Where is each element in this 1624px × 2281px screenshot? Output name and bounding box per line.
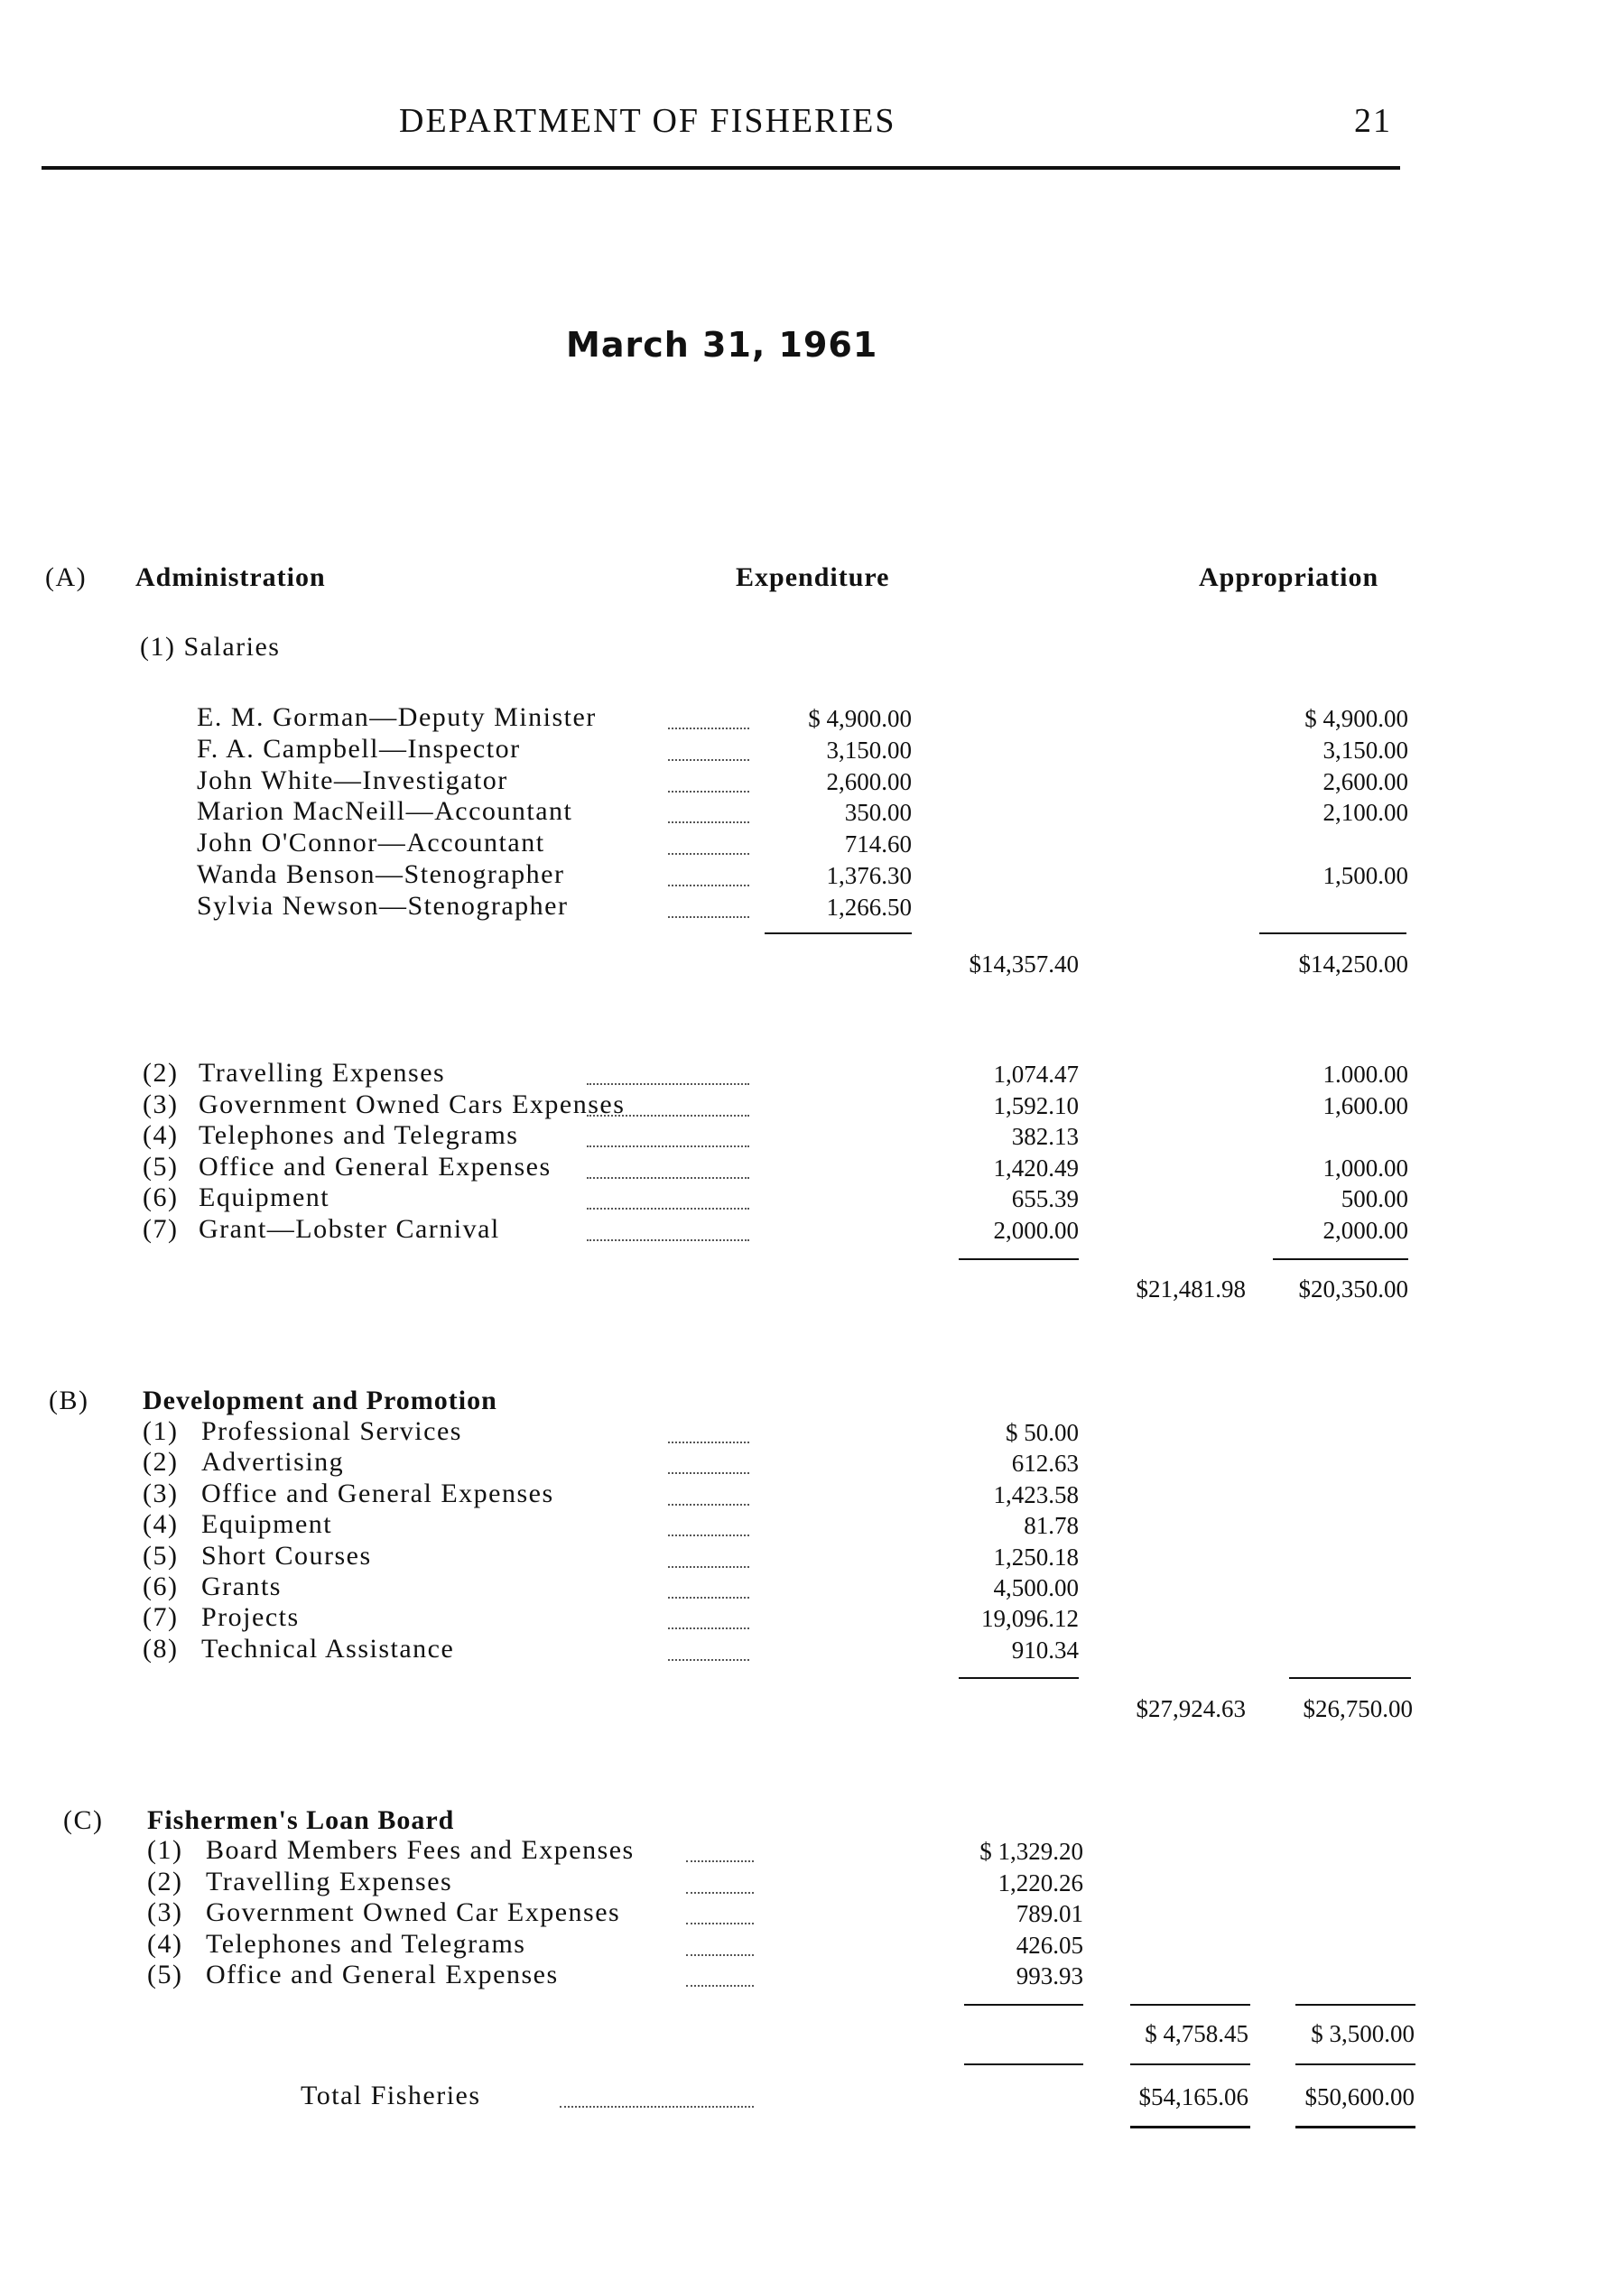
section-c-label: (C) — [63, 1805, 104, 1835]
item-expenditure: 382.13 — [1011, 1123, 1079, 1150]
item-number: (6) — [143, 1572, 179, 1601]
section-a-total-appropriation: $20,350.00 — [1298, 1275, 1408, 1303]
item-name: Office and General Expenses — [206, 1960, 559, 1989]
salary-appropriation: $ 4,900.00 — [1304, 705, 1408, 732]
section-c-title: Fishermen's Loan Board — [147, 1805, 455, 1835]
salary-name: F. A. Campbell—Inspector — [197, 733, 521, 764]
item-name: Office and General Expenses — [201, 1478, 554, 1508]
item-leader — [587, 1208, 749, 1210]
item-leader — [587, 1115, 749, 1117]
salary-name: E. M. Gorman—Deputy Minister — [197, 702, 597, 732]
item-name: Advertising — [201, 1447, 345, 1478]
item-name: Equipment — [199, 1182, 330, 1212]
section-c-exp-rule — [964, 2004, 1083, 2006]
salary-name: John O'Connor—Accountant — [197, 828, 545, 858]
item-number: (5) — [143, 1151, 179, 1182]
item-leader — [686, 1860, 754, 1862]
item-number: (7) — [143, 1213, 179, 1244]
item-name: Grant—Lobster Carnival — [199, 1213, 500, 1244]
total-app-rule-top — [1295, 2063, 1415, 2065]
section-b-exp-rule — [959, 1677, 1079, 1679]
item-leader — [668, 1442, 749, 1443]
section-c-total-appropriation: $ 3,500.00 — [1311, 2020, 1415, 2047]
total-fisheries-leader — [560, 2106, 754, 2108]
salary-expenditure: $ 4,900.00 — [808, 705, 912, 732]
salary-expenditure: 1,266.50 — [826, 893, 912, 921]
item-number: (2) — [143, 1058, 179, 1088]
item-appropriation: 1,000.00 — [1322, 1154, 1408, 1182]
salaries-app-rule — [1259, 932, 1406, 934]
item-name: Professional Services — [201, 1416, 462, 1446]
item-name: Grants — [201, 1572, 282, 1601]
item-number: (3) — [143, 1089, 179, 1119]
item-number: (5) — [147, 1960, 183, 1989]
item-name: Projects — [201, 1602, 300, 1633]
salary-expenditure: 3,150.00 — [826, 736, 912, 764]
item-leader — [668, 1472, 749, 1474]
item-expenditure: 4,500.00 — [993, 1574, 1079, 1601]
item-number: (2) — [147, 1866, 183, 1896]
item-expenditure: $ 1,329.20 — [979, 1838, 1083, 1865]
section-a-app-rule — [1273, 1258, 1408, 1260]
item-number: (4) — [143, 1120, 179, 1150]
section-a-exp-rule — [959, 1258, 1079, 1260]
item-name: Board Members Fees and Expenses — [206, 1835, 635, 1865]
salary-expenditure: 1,376.30 — [826, 862, 912, 889]
item-appropriation: 1,600.00 — [1322, 1091, 1408, 1119]
item-leader — [686, 1985, 754, 1987]
salaries-exp-rule — [765, 932, 912, 934]
item-leader — [668, 1566, 749, 1568]
total-fisheries-expenditure: $54,165.06 — [1138, 2083, 1248, 2110]
item-leader — [668, 1535, 749, 1536]
item-name: Government Owned Car Expenses — [206, 1897, 621, 1927]
item-leader — [668, 1659, 749, 1661]
item-leader — [587, 1177, 749, 1179]
salary-appropriation: 3,150.00 — [1322, 736, 1408, 764]
salary-name: Wanda Benson—Stenographer — [197, 859, 565, 889]
salaries-total-expenditure: $14,357.40 — [969, 950, 1079, 978]
section-c-total-expenditure: $ 4,758.45 — [1145, 2020, 1248, 2047]
item-expenditure: 1,592.10 — [993, 1091, 1079, 1119]
section-b-app-rule — [1289, 1677, 1411, 1679]
item-expenditure: 2,000.00 — [993, 1216, 1079, 1244]
salary-appropriation: 1,500.00 — [1322, 862, 1408, 889]
item-expenditure: 655.39 — [1011, 1185, 1079, 1212]
salary-expenditure: 350.00 — [844, 799, 912, 827]
salary-name: Sylvia Newson—Stenographer — [197, 890, 569, 921]
section-b-total-appropriation: $26,750.00 — [1303, 1695, 1413, 1722]
section-b-label: (B) — [49, 1386, 89, 1415]
item-leader — [686, 1954, 754, 1956]
section-a-total-expenditure: $21,481.98 — [1136, 1275, 1246, 1303]
total-fisheries-appropriation: $50,600.00 — [1304, 2083, 1415, 2110]
item-leader — [587, 1239, 749, 1241]
item-leader — [668, 1504, 749, 1506]
item-expenditure: 1,250.18 — [993, 1543, 1079, 1571]
item-number: (2) — [143, 1447, 179, 1478]
item-expenditure: 612.63 — [1011, 1450, 1079, 1478]
column-header-expenditure: Expenditure — [736, 562, 890, 592]
item-expenditure: 1,220.26 — [998, 1868, 1083, 1896]
section-c-sub-rule — [1130, 2004, 1250, 2006]
item-expenditure: 993.93 — [1016, 1962, 1083, 1989]
item-name: Technical Assistance — [201, 1633, 455, 1664]
item-appropriation: 1.000.00 — [1322, 1061, 1408, 1088]
item-expenditure: 1,420.49 — [993, 1154, 1079, 1182]
total-exp-rule-top — [964, 2063, 1083, 2065]
item-leader — [587, 1083, 749, 1085]
column-header-appropriation: Appropriation — [1199, 562, 1379, 592]
item-number: (4) — [143, 1509, 179, 1540]
item-number: (6) — [143, 1182, 179, 1212]
item-number: (5) — [143, 1540, 179, 1571]
item-name: Office and General Expenses — [199, 1151, 552, 1182]
salaries-label: (1) Salaries — [140, 632, 281, 662]
section-b-total-expenditure: $27,924.63 — [1136, 1695, 1246, 1722]
salary-name: John White—Investigator — [197, 765, 508, 795]
item-appropriation: 500.00 — [1341, 1185, 1408, 1212]
item-number: (1) — [147, 1835, 183, 1865]
salary-appropriation: 2,600.00 — [1322, 767, 1408, 795]
item-number: (8) — [143, 1633, 179, 1664]
total-exp-double-rule — [1130, 2126, 1250, 2128]
item-expenditure: 426.05 — [1016, 1931, 1083, 1959]
item-leader — [686, 1892, 754, 1894]
item-expenditure: 19,096.12 — [981, 1605, 1079, 1633]
item-number: (3) — [147, 1897, 183, 1927]
item-name: Government Owned Cars Expenses — [199, 1089, 626, 1119]
salary-expenditure: 714.60 — [844, 830, 912, 858]
section-a-label: (A) — [45, 562, 88, 592]
item-number: (3) — [143, 1478, 179, 1508]
item-appropriation: 2,000.00 — [1322, 1216, 1408, 1244]
item-name: Travelling Expenses — [199, 1058, 446, 1088]
page-number: 21 — [1354, 102, 1392, 140]
item-name: Travelling Expenses — [206, 1866, 453, 1896]
item-name: Telephones and Telegrams — [206, 1928, 526, 1959]
total-sub-rule-top — [1130, 2063, 1250, 2065]
salary-name: Marion MacNeill—Accountant — [197, 796, 573, 827]
item-name: Telephones and Telegrams — [199, 1120, 519, 1150]
item-leader — [686, 1923, 754, 1924]
item-expenditure: 1,074.47 — [993, 1061, 1079, 1088]
item-expenditure: $ 50.00 — [1006, 1419, 1079, 1446]
salaries-total-appropriation: $14,250.00 — [1298, 950, 1408, 978]
item-leader — [668, 1597, 749, 1599]
item-expenditure: 789.01 — [1016, 1900, 1083, 1927]
total-app-double-rule — [1295, 2126, 1415, 2128]
item-number: (1) — [143, 1416, 179, 1446]
header-rule — [42, 166, 1400, 170]
report-date: March 31, 1961 — [566, 325, 878, 365]
section-c-app-rule — [1295, 2004, 1415, 2006]
item-name: Short Courses — [201, 1540, 372, 1571]
total-fisheries-label: Total Fisheries — [301, 2081, 481, 2110]
section-b-title: Development and Promotion — [143, 1386, 497, 1415]
item-number: (7) — [143, 1602, 179, 1633]
item-expenditure: 81.78 — [1024, 1512, 1079, 1540]
item-leader — [668, 1627, 749, 1629]
salary-appropriation: 2,100.00 — [1322, 799, 1408, 827]
item-expenditure: 1,423.58 — [993, 1480, 1079, 1508]
salary-expenditure: 2,600.00 — [826, 767, 912, 795]
section-a-title: Administration — [135, 562, 326, 592]
item-number: (4) — [147, 1928, 183, 1959]
item-leader — [587, 1145, 749, 1147]
item-expenditure: 910.34 — [1011, 1636, 1079, 1664]
item-name: Equipment — [201, 1509, 333, 1540]
page-header-title: DEPARTMENT OF FISHERIES — [399, 102, 896, 140]
